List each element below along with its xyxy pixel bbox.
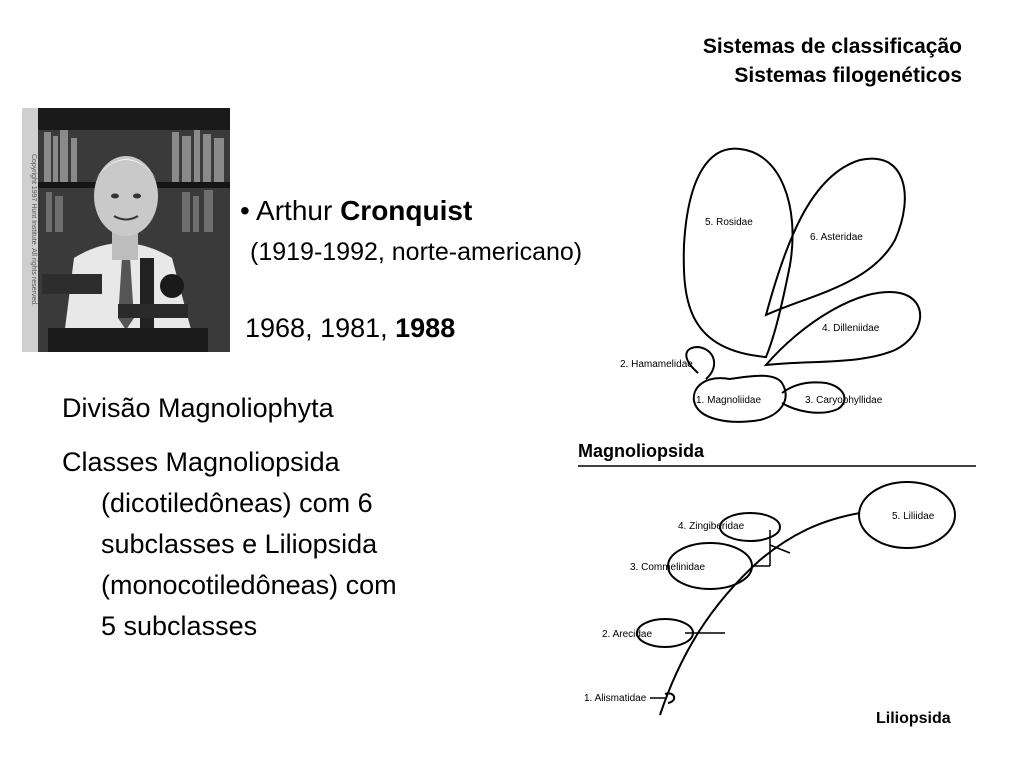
slide-header [703, 32, 962, 90]
classes-line-1: Classes Magnoliopsida [62, 447, 340, 477]
liliopsida-backbone [660, 513, 860, 715]
classes-text [62, 442, 492, 647]
years-last: 1988 [395, 313, 456, 343]
division-text: Divisão Magnoliophyta [62, 393, 334, 423]
label-rosidae: 5. Rosidae [705, 217, 753, 228]
person-first-name: Arthur [256, 195, 333, 226]
person-last-name: Cronquist [340, 195, 473, 226]
classes-line-3: subclasses e Liliopsida [101, 529, 378, 559]
label-hamamelidae: 2. Hamamelidae [620, 359, 693, 370]
label-commelinidae: 3. Commelinidae [630, 562, 706, 573]
classes-line-4: (monocotiledôneas) com [101, 570, 397, 600]
publication-years [245, 313, 455, 344]
person-dates: (1919-1992, norte-americano) [250, 238, 583, 266]
header-title: Sistemas de classificação [702, 35, 962, 58]
label-caryophyllidae: 3. Caryophyllidae [805, 395, 883, 406]
header-subtitle: Sistemas filogenéticos [734, 64, 962, 87]
years-first: 1968, 1981, [245, 313, 396, 343]
bullet: • [240, 195, 250, 226]
label-arecidae: 2. Arecidae [602, 629, 653, 640]
person-name [240, 195, 472, 227]
label-asteridae: 6. Asteridae [810, 232, 863, 243]
label-magnoliidae: 1. Magnoliidae [696, 395, 762, 406]
label-liliidae: 5. Liliidae [892, 511, 935, 522]
photo-copyright: Copyright 1997 Hunt Institute. All rights reserved. [30, 153, 37, 307]
rosidae-lobe [684, 149, 793, 357]
magnoliopsida-title: Magnoliopsida [578, 441, 704, 461]
label-alismatidae: 1. Alismatidae [584, 693, 647, 704]
liliopsida-title: Liliopsida [876, 710, 951, 727]
label-dilleniidae: 4. Dilleniidae [822, 323, 880, 334]
label-zingiberidae: 4. Zingiberidae [678, 521, 745, 532]
cronquist-diagram [570, 135, 990, 735]
classes-line-5: 5 subclasses [101, 611, 258, 641]
cronquist-photo [22, 108, 230, 352]
classes-line-2: (dicotiledôneas) com 6 [101, 488, 373, 518]
